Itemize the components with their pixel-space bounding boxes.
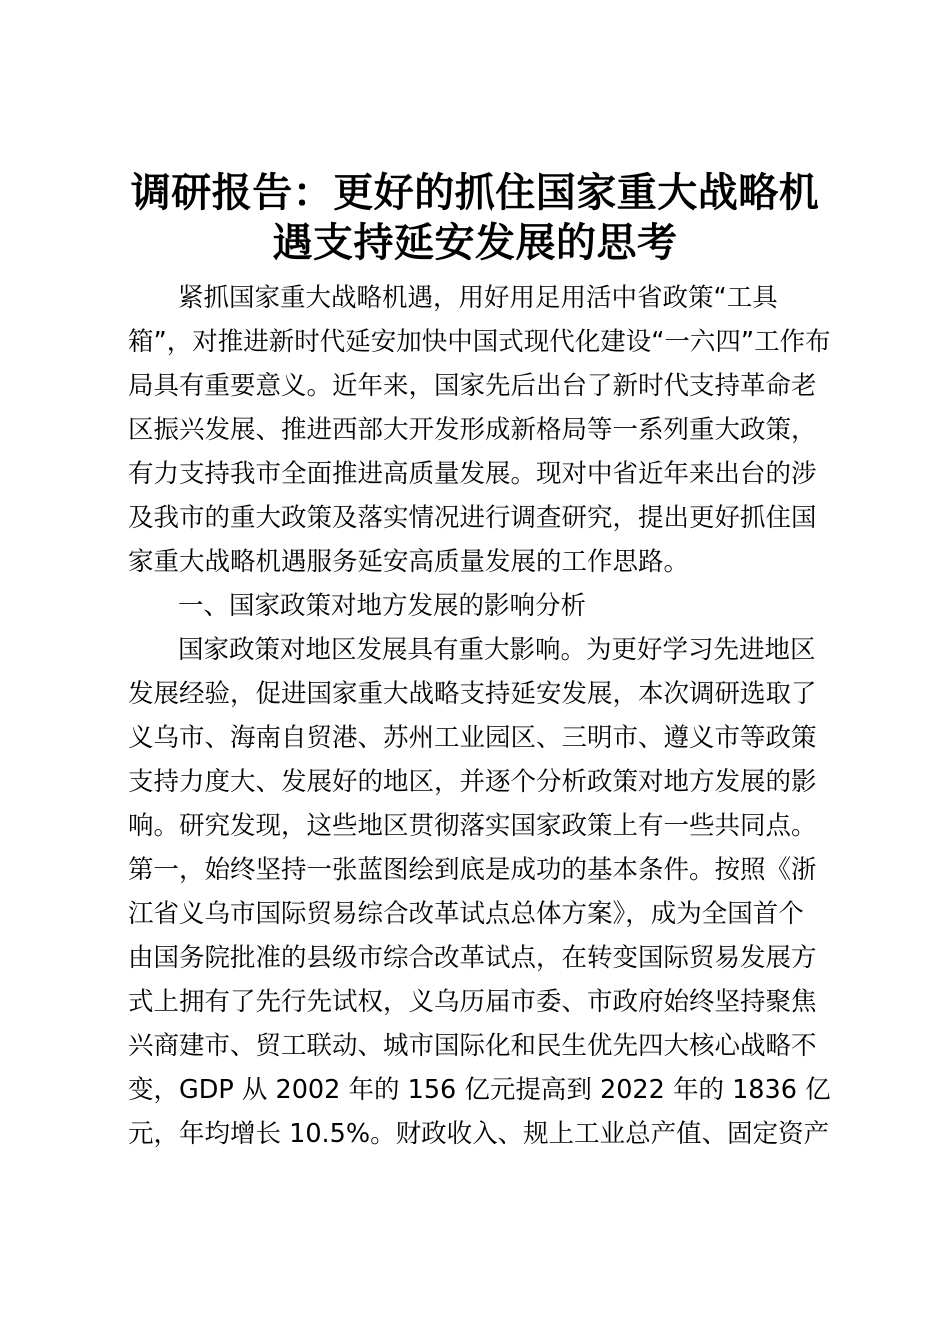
body-line: 由国务院批准的县级市综合改革试点，在转变国际贸易发展方 bbox=[128, 943, 817, 973]
body-line: 紧抓国家重大战略机遇，用好用足用活中省政策“工具 bbox=[178, 283, 778, 313]
body-line: 江省义乌市国际贸易综合改革试点总体方案》，成为全国首个 bbox=[128, 899, 804, 929]
body-line: 区振兴发展、推进西部大开发形成新格局等一系列重大政策， bbox=[128, 415, 817, 445]
body-line: 局具有重要意义。近年来，国家先后出台了新时代支持革命老 bbox=[128, 371, 817, 401]
document-title-line-2: 遇支持延安发展的思考 bbox=[272, 220, 678, 266]
document-title-line-1: 调研报告：更好的抓住国家重大战略机 bbox=[130, 170, 820, 216]
body-line: 变，GDP 从 2002 年的 156 亿元提高到 2022 年的 1836 亿 bbox=[128, 1075, 831, 1105]
body-line: 义乌市、海南自贸港、苏州工业园区、三明市、遵义市等政策 bbox=[128, 723, 817, 753]
body-line: 元，年均增长 10.5%。财政收入、规上工业总产值、固定资产 bbox=[128, 1119, 830, 1149]
body-line: 兴商建市、贸工联动、城市国际化和民生优先四大核心战略不 bbox=[128, 1031, 817, 1061]
body-line: 有力支持我市全面推进高质量发展。现对中省近年来出台的涉 bbox=[128, 459, 817, 489]
body-line: 支持力度大、发展好的地区，并逐个分析政策对地方发展的影 bbox=[128, 767, 817, 797]
body-line: 家重大战略机遇服务延安高质量发展的工作思路。 bbox=[128, 547, 690, 577]
body-line: 国家政策对地区发展具有重大影响。为更好学习先进地区 bbox=[178, 635, 816, 665]
body-line: 式上拥有了先行先试权，义乌历届市委、市政府始终坚持聚焦 bbox=[128, 987, 817, 1017]
body-line: 响。研究发现，这些地区贯彻落实国家政策上有一些共同点。 bbox=[128, 811, 817, 841]
body-line: 及我市的重大政策及落实情况进行调查研究，提出更好抓住国 bbox=[128, 503, 817, 533]
body-line: 箱”，对推进新时代延安加快中国式现代化建设“一六四”工作布 bbox=[128, 327, 831, 357]
section-heading: 一、国家政策对地方发展的影响分析 bbox=[178, 591, 587, 621]
body-line: 第一，始终坚持一张蓝图绘到底是成功的基本条件。按照《浙 bbox=[128, 855, 817, 885]
body-line: 发展经验，促进国家重大战略支持延安发展，本次调研选取了 bbox=[128, 679, 817, 709]
